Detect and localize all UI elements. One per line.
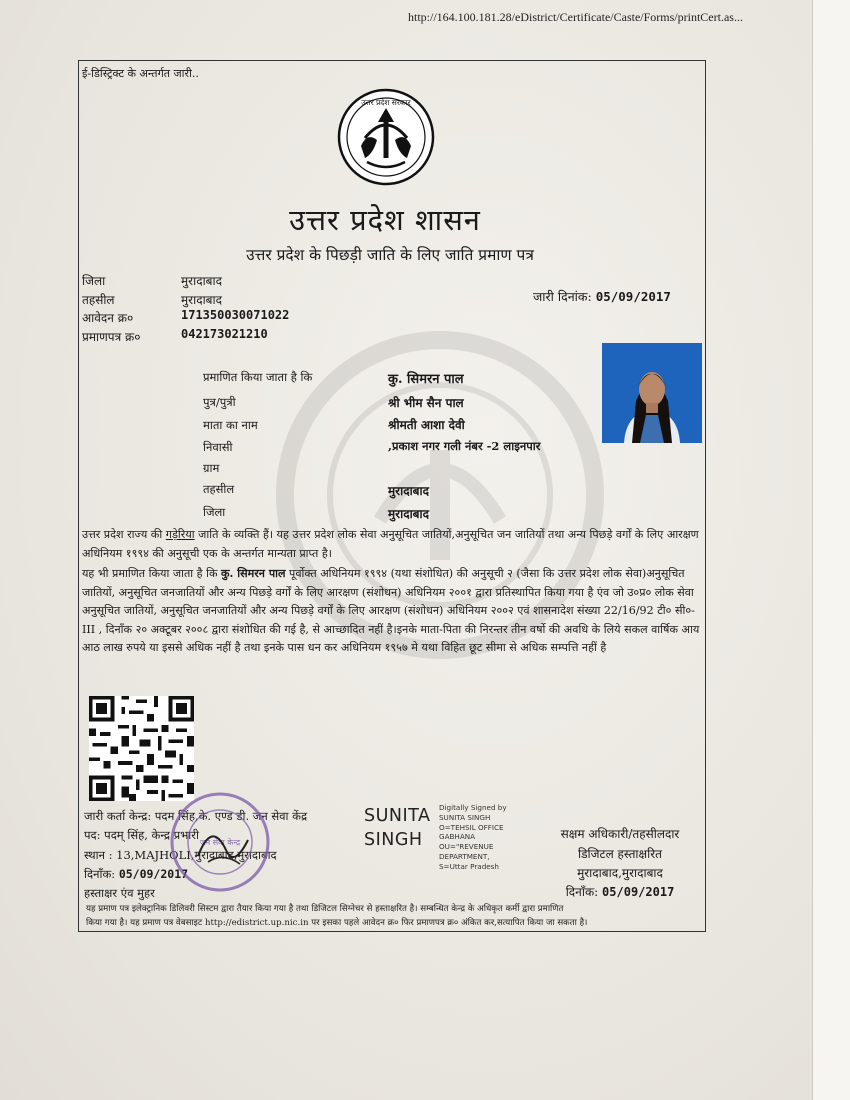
mother-label: माता का नाम bbox=[203, 418, 258, 432]
title-government: उत्तर प्रदेश शासन bbox=[289, 203, 481, 237]
officer-date bbox=[520, 883, 720, 900]
tehsil-label: तहसील bbox=[82, 293, 115, 307]
signer-last-name: SINGH bbox=[364, 830, 423, 850]
caste-name: गड़ेरिया bbox=[165, 528, 195, 541]
print-url: http://164.100.181.28/eDistrict/Certificate/Caste/Forms/printCert.as... bbox=[408, 10, 743, 24]
stamp-text: जन सेवा केन्द्र bbox=[199, 838, 241, 847]
issuing-center: जारी कर्ता केन्द्र: पदम सिंह,के. एण्ड डी. जन सेवा केंद्र bbox=[84, 809, 308, 823]
caste-paragraph-text-a: उत्तर प्रदेश राज्य की bbox=[82, 528, 166, 541]
district-label: जिला bbox=[82, 274, 106, 288]
qr-code bbox=[89, 696, 194, 801]
sig-line-5: OU="REVENUE bbox=[439, 842, 494, 852]
certification-paragraph bbox=[82, 565, 702, 658]
sig-line-6: DEPARTMENT, bbox=[439, 851, 490, 861]
person-district-value: मुरादाबाद bbox=[388, 507, 430, 521]
footer-note-1: यह प्रमाण पत्र इलेक्ट्रानिक डिलिवरी सिस्टम द्वारा तैयार किया गया है तथा डिजिटल सिग्नेचर से हस्ताक्षरित है। सम्बन्धित केन्द्र के अधिकृत कर्मी द्वारा प्रमाणित bbox=[86, 904, 564, 914]
village-label: ग्राम bbox=[203, 461, 220, 475]
person-tehsil-value: मुरादाबाद bbox=[388, 484, 430, 498]
applicant-photo bbox=[602, 343, 702, 443]
caste-paragraph-text-b: जाति के व्यक्ति हैं। यह उत्तर प्रदेश लोक सेवा अनुसूचित जातियों,अनुसूचित जन जातियों तथा अन्य पिछड़े वर्गों के लिए आरक्षण अधिनियम १९९४ की अनुसूची एक के अन्तर्गत मान्यता प्राप्त है। bbox=[82, 528, 699, 560]
sig-line-7: S=Uttar Pradesh bbox=[439, 861, 499, 871]
certification-text-b: पूर्वोक्त अधिनियम १९९४ (यथा संशोधित) की अनुसूची २ (जैसा कि उत्तर प्रदेश लोक सेवा)अनुसूचित जातियों, अनुसूचित जनजातियों और अन्य पिछड़े वर्गों के लिए आरक्षण (संशोधन) अधिनियम २००१ द्वारा प्रतिस्थापित किया गया है एंव जो उ०प्र० लोक सेवा अनुसूचित जातियों, अनुसूचित जनजातियों और अन्य पिछड़े वर्गों के लिए आरक्षण (संशोधन) अधिनियम २००२ एवं शासनादेश संख्या 22/16/92 टी० सी०-III , दिनाँक २० अक्टूबर २००८ द्वारा संशोधित की गई है, से आच्छादित नहीं है।इनके माता-पिता की निरन्तर तीन वर्षो की अवधि के लिये सकल वार्षिक आय आठ लाख रुपये या इससे अधिक नहीं है तथा इनके पास धन कर अधिनियम १९५७ मे यथा विहित छूट सीमा से अधिक सम्पत्ति नहीं है bbox=[82, 567, 700, 655]
child-of-label: पुत्र/पुत्री bbox=[203, 395, 236, 409]
father-name: श्री भीम सैन पाल bbox=[388, 396, 464, 410]
person-tehsil-label: तहसील bbox=[203, 482, 235, 496]
issue-date-value: 05/09/2017 bbox=[595, 289, 671, 304]
officer-digital-signed: डिजिटल हस्ताक्षरित bbox=[578, 847, 662, 861]
tehsil-value: मुरादाबाद bbox=[181, 293, 223, 307]
application-label: आवेदन क्र० bbox=[82, 311, 134, 325]
certification-name: कु. सिमरन पाल bbox=[221, 567, 286, 580]
issue-date-label: जारी दिनांक: bbox=[533, 289, 592, 304]
application-number: 171350030071022 bbox=[181, 308, 290, 322]
applicant-name: कु. सिमरन पाल bbox=[388, 372, 464, 387]
issuer-date-value: 05/09/2017 bbox=[118, 867, 189, 881]
sig-line-1: Digitally Signed by bbox=[439, 803, 507, 812]
up-government-emblem bbox=[337, 88, 435, 186]
mother-name: श्रीमती आशा देवी bbox=[388, 418, 465, 432]
caste-paragraph bbox=[82, 526, 702, 563]
person-district-label: जिला bbox=[203, 505, 226, 519]
officer-place: मुरादाबाद,मुरादाबाद bbox=[577, 866, 663, 880]
officer-date-label: दिनाँक: bbox=[565, 885, 599, 899]
title-certificate: उत्तर प्रदेश के पिछड़ी जाति के लिए जाति प्रमाण पत्र bbox=[246, 246, 534, 264]
certificate-label: प्रमाणपत्र क्र० bbox=[82, 330, 141, 344]
district-value: मुरादाबाद bbox=[181, 274, 223, 288]
issued-under-note: ई-डिस्ट्रिक्ट के अन्तर्गत जारी.. bbox=[82, 67, 199, 80]
center-seal-stamp bbox=[168, 790, 273, 895]
signer-first-name: SUNITA bbox=[364, 806, 431, 826]
footer-note-2: किया गया है। यह प्रमाण पत्र वेबसाइट http://edistrict.up.nic.in पर इसका पहले आवेदन क्र० फिर प्रमाणपत्र क्र० अंकित कर,सत्यापित किया जा सकता है। bbox=[86, 918, 588, 928]
signature-seal-label: हस्ताक्षर एंव मुहर bbox=[84, 886, 155, 900]
issuer-post: पद: पदम् सिंह, केन्द्र प्रभारी bbox=[84, 828, 199, 842]
resident-label: निवासी bbox=[203, 440, 233, 454]
issuer-place: स्थान : 13,MAJHOLI,मुरादाबाद,मुरादाबाद bbox=[84, 848, 277, 862]
issue-date bbox=[533, 288, 671, 305]
sig-line-2: SUNITA SINGH bbox=[439, 812, 491, 822]
emblem-text: उत्तर प्रदेश सरकार bbox=[361, 98, 411, 107]
sig-line-4: GABHANA bbox=[439, 832, 476, 842]
digital-signature-name bbox=[364, 804, 430, 852]
officer-date-value: 05/09/2017 bbox=[602, 885, 675, 899]
certification-text-a: यह भी प्रमाणित किया जाता है कि bbox=[82, 567, 222, 580]
next-page-edge bbox=[812, 0, 850, 1100]
certificate-number: 042173021210 bbox=[181, 327, 268, 341]
certified-label: प्रमाणित किया जाता है कि bbox=[203, 370, 313, 384]
resident-address: ,प्रकाश नगर गली नंबर -2 लाइनपार bbox=[388, 439, 541, 453]
sig-line-3: O=TEHSIL OFFICE bbox=[439, 822, 504, 832]
issuer-date-label: दिनाँक: bbox=[84, 867, 116, 881]
digital-signature-details bbox=[439, 803, 507, 872]
officer-title: सक्षम अधिकारी/तहसीलदार bbox=[560, 827, 680, 841]
